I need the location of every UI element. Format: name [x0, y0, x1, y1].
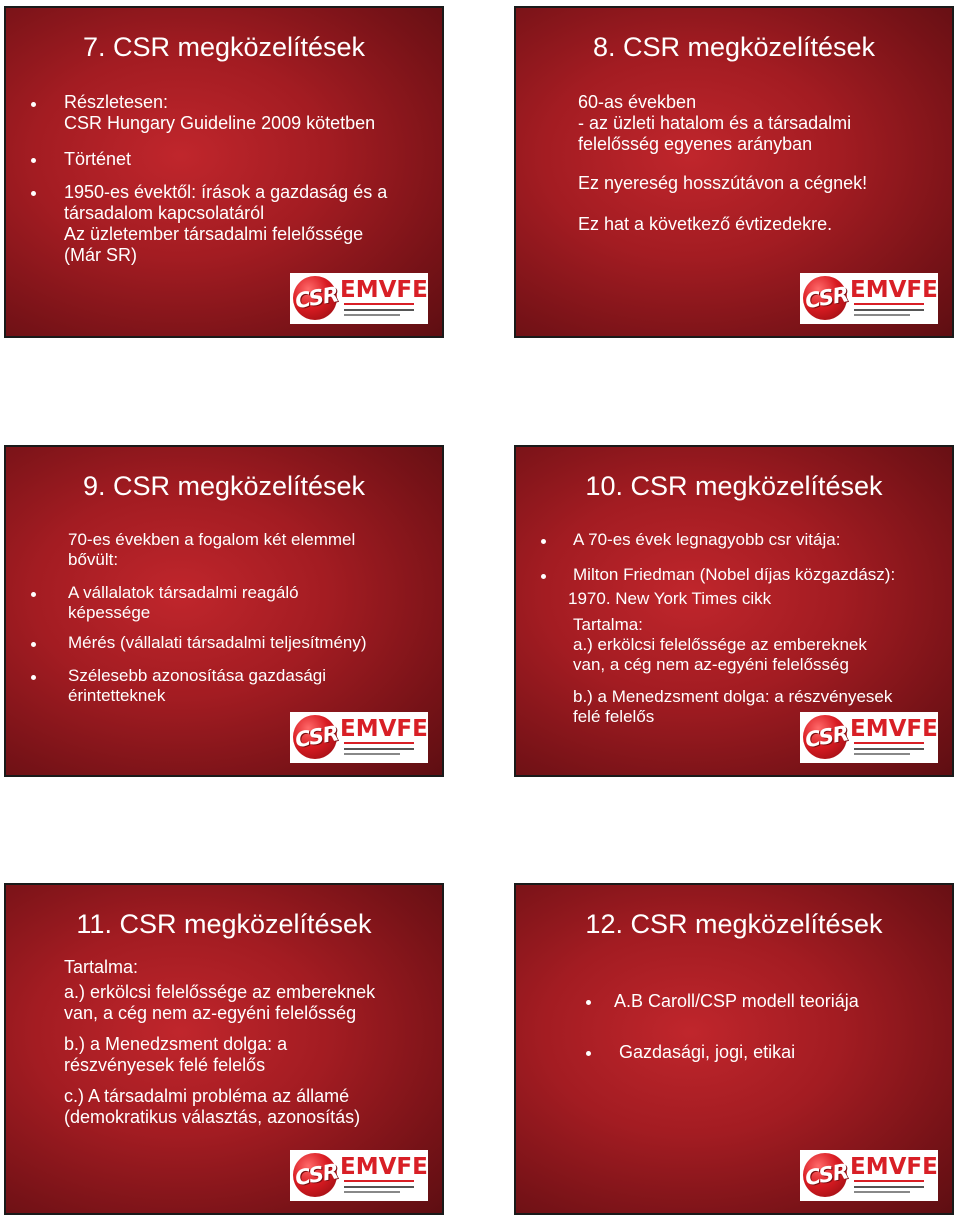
slide-title: 8. CSR megközelítések: [592, 32, 876, 62]
logo-csr-mark: CSR: [293, 282, 340, 314]
slide-6: [514, 883, 954, 1215]
slide-item-line: részvényesek felé felelős: [64, 1055, 266, 1075]
slide-title: 9. CSR megközelítések: [82, 471, 366, 501]
slide-item: [68, 633, 367, 653]
slide-item-line: (demokratikus választás, azonosítás): [64, 1107, 361, 1127]
emvfe-logo: [290, 1150, 428, 1201]
slide-item-line: (Már SR): [64, 245, 137, 265]
slide-item-line: A vállalatok társadalmi reagáló: [68, 583, 299, 602]
slide-item-line: Történet: [64, 149, 132, 169]
logo-underline: [344, 1180, 414, 1185]
slide-item-line: a.) erkölcsi felelőssége az embereknek: [64, 982, 376, 1002]
emvfe-logo: [800, 273, 938, 324]
emvfe-logo: [800, 712, 938, 763]
slide-item: [64, 1086, 360, 1128]
bullet-icon: [31, 675, 36, 680]
slide-item: [568, 589, 771, 609]
bullet-icon: [541, 539, 546, 544]
logo-csr-mark: CSR: [293, 1159, 340, 1191]
slide-item: [68, 530, 355, 570]
logo-tagline-line: [344, 314, 400, 316]
slide-item-line: 1950-es évektől: írások a gazdaság és a: [64, 182, 388, 202]
slide-item-line: A 70-es évek legnagyobb csr vitája:: [573, 530, 841, 549]
slide-item-line: bővült:: [68, 550, 119, 569]
logo-wordmark: EMVFE: [850, 277, 938, 303]
slide-item-line: Szélesebb azonosítása gazdasági: [68, 666, 327, 685]
slide-item-line: c.) A társadalmi probléma az államé: [64, 1086, 350, 1106]
slide-item-line: b.) a Menedzsment dolga: a: [64, 1034, 288, 1054]
slide-item: [573, 530, 840, 550]
slide-item: [578, 92, 851, 155]
slide-4: [514, 445, 954, 777]
slide-item-line: felelősség egyenes arányban: [578, 134, 813, 154]
slide-item: [64, 957, 138, 978]
slide-1: [4, 6, 444, 338]
logo-tagline-line: [344, 753, 400, 755]
logo-tagline-line: [854, 1186, 924, 1188]
slide-item-line: 70-es években a fogalom két elemmel: [68, 530, 356, 549]
slide-item: [64, 1034, 287, 1076]
slide-5: [4, 883, 444, 1215]
bullet-icon: [586, 1051, 591, 1056]
logo-underline: [344, 742, 414, 747]
slide-item-line: képessége: [68, 603, 151, 622]
slide-title: 11. CSR megközelítések: [76, 909, 372, 939]
logo-csr-mark: CSR: [293, 721, 340, 753]
slide-item: [573, 615, 867, 675]
logo-underline: [344, 303, 414, 308]
slide-3: [4, 445, 444, 777]
slide-item-line: CSR Hungary Guideline 2009 kötetben: [64, 113, 376, 133]
slide-item-line: 1970. New York Times cikk: [568, 589, 772, 608]
slide-item-line: Tartalma:: [64, 957, 139, 977]
slide-2: [514, 6, 954, 338]
slide-item-line: felé felelős: [573, 707, 655, 726]
slide-title: 10. CSR megközelítések: [585, 471, 883, 501]
bullet-icon: [31, 102, 36, 107]
slide-item: [578, 214, 832, 235]
logo-underline: [854, 742, 924, 747]
slide-item-line: Mérés (vállalati társadalmi teljesítmény): [68, 633, 367, 652]
logo-wordmark: EMVFE: [850, 716, 938, 742]
slide-item-line: Ez hat a következő évtizedekre.: [578, 214, 833, 234]
emvfe-logo: [290, 273, 428, 324]
logo-tagline-line: [854, 314, 910, 316]
slide-item: [68, 583, 299, 623]
slide-item-line: a.) erkölcsi felelőssége az embereknek: [573, 635, 867, 654]
slide-item-line: Az üzletember társadalmi felelőssége: [64, 224, 364, 244]
logo-csr-mark: CSR: [803, 1159, 850, 1191]
slide-item: [64, 149, 131, 170]
logo-tagline-line: [344, 1186, 414, 1188]
bullet-icon: [31, 642, 36, 647]
logo-tagline-line: [344, 748, 414, 750]
logo-wordmark: EMVFE: [340, 277, 428, 303]
bullet-icon: [31, 592, 36, 597]
emvfe-logo: [800, 1150, 938, 1201]
slide-item: [64, 182, 387, 266]
slide-item-line: érintetteknek: [68, 686, 166, 705]
slide-item-line: 60-as években: [578, 92, 697, 112]
slide-title: 12. CSR megközelítések: [585, 909, 883, 939]
logo-wordmark: EMVFE: [850, 1154, 938, 1180]
slide-item-line: Tartalma:: [573, 615, 643, 634]
slide-item: [64, 982, 375, 1024]
bullet-icon: [586, 1000, 591, 1005]
logo-wordmark: EMVFE: [340, 1154, 428, 1180]
slide-item: [573, 565, 895, 585]
logo-tagline-line: [854, 753, 910, 755]
slide-item: [614, 991, 859, 1012]
logo-csr-mark: CSR: [803, 721, 850, 753]
slide-item-line: Gazdasági, jogi, etikai: [619, 1042, 796, 1062]
logo-underline: [854, 1180, 924, 1185]
slide-item-line: társadalom kapcsolatáról: [64, 203, 265, 223]
slide-item-line: - az üzleti hatalom és a társadalmi: [578, 113, 852, 133]
logo-tagline-line: [344, 1191, 400, 1193]
slide-item-line: van, a cég nem az-egyéni felelősség: [573, 655, 849, 674]
logo-wordmark: EMVFE: [340, 716, 428, 742]
logo-tagline-line: [854, 309, 924, 311]
slide-item-line: A.B Caroll/CSP modell teoriája: [614, 991, 859, 1011]
logo-csr-mark: CSR: [803, 282, 850, 314]
slide-item-line: Ez nyereség hosszútávon a cégnek!: [578, 173, 868, 193]
bullet-icon: [541, 574, 546, 579]
slide-item: [64, 92, 375, 134]
slide-item: [578, 173, 867, 194]
slide-item: [68, 666, 326, 706]
slide-item-line: van, a cég nem az-egyéni felelősség: [64, 1003, 357, 1023]
bullet-icon: [31, 158, 36, 163]
slide-item: [619, 1042, 795, 1063]
logo-underline: [854, 303, 924, 308]
logo-tagline-line: [854, 1191, 910, 1193]
slide-item-line: Milton Friedman (Nobel díjas közgazdász):: [573, 565, 896, 584]
logo-tagline-line: [854, 748, 924, 750]
emvfe-logo: [290, 712, 428, 763]
slide-title: 7. CSR megközelítések: [82, 32, 366, 62]
slide-item-line: Részletesen:: [64, 92, 169, 112]
slide-item-line: b.) a Menedzsment dolga: a részvényesek: [573, 687, 893, 706]
bullet-icon: [31, 191, 36, 196]
logo-tagline-line: [344, 309, 414, 311]
